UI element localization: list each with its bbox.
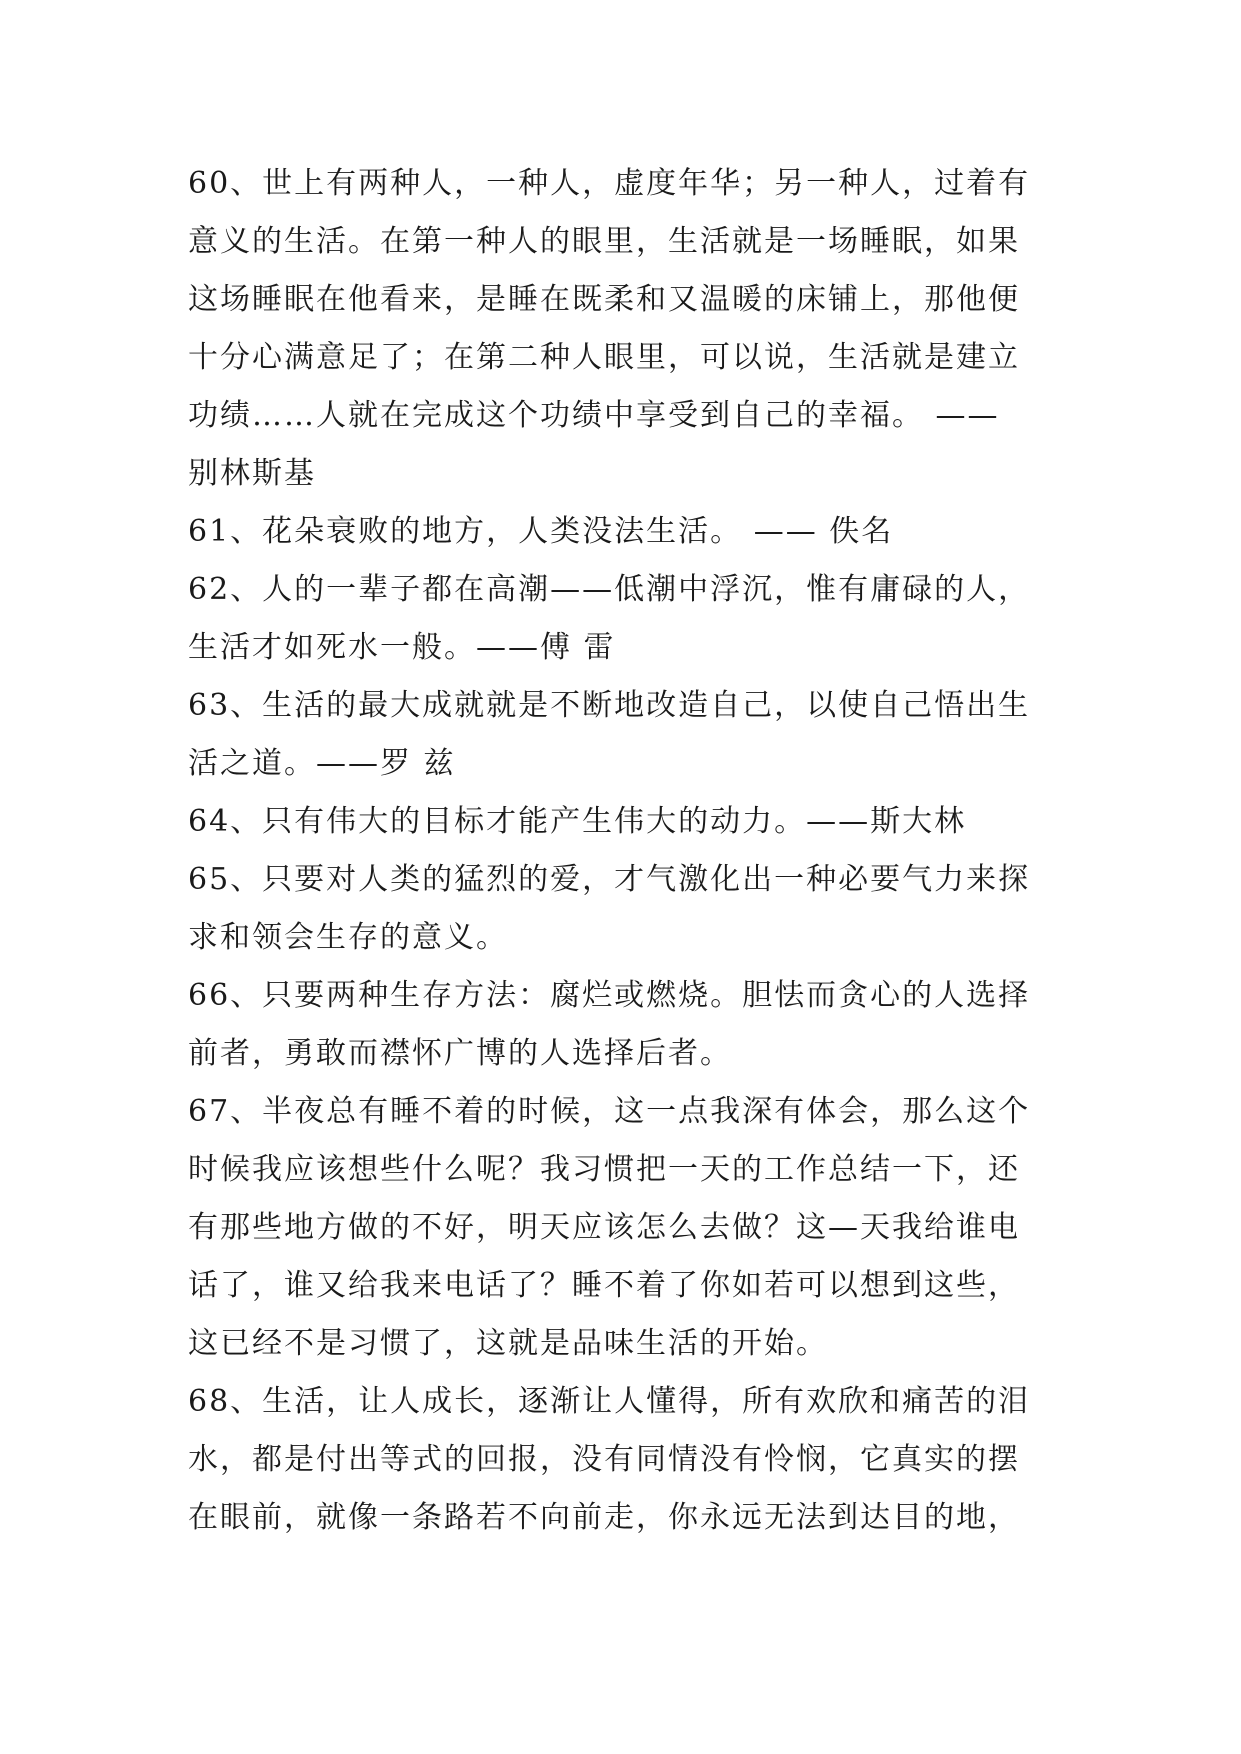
text-line: 这已经不是习惯了，这就是品味生活的开始。 bbox=[188, 1326, 828, 1361]
text-line: 67、半夜总有睡不着的时候，这一点我深有体会，那么这个 bbox=[188, 1094, 1031, 1129]
text-line: 62、人的一辈子都在高潮——低潮中浮沉，惟有庸碌的人， bbox=[188, 572, 1031, 607]
quote-text-block bbox=[188, 155, 1068, 1547]
text-line: 65、只要对人类的猛烈的爱，才气激化出一种必要气力来探 bbox=[188, 862, 1031, 897]
text-line: 水，都是付出等式的回报，没有同情没有怜悯，它真实的摆 bbox=[188, 1442, 1020, 1477]
text-line: 有那些地方做的不好，明天应该怎么去做？这—天我给谁电 bbox=[188, 1210, 1020, 1245]
text-line: 求和领会生存的意义。 bbox=[188, 920, 508, 955]
text-line: 别林斯基 bbox=[188, 456, 316, 491]
text-line: 功绩……人就在完成这个功绩中享受到自己的幸福。 —— bbox=[188, 398, 1000, 433]
text-line: 64、只有伟大的目标才能产生伟大的动力。——斯大林 bbox=[188, 804, 967, 839]
text-line: 68、生活，让人成长，逐渐让人懂得，所有欢欣和痛苦的泪 bbox=[188, 1384, 1031, 1419]
text-line: 60、世上有两种人，一种人，虚度年华；另一种人，过着有 bbox=[188, 166, 1031, 201]
text-line: 在眼前，就像一条路若不向前走，你永远无法到达目的地， bbox=[188, 1500, 1020, 1535]
text-line: 生活才如死水一般。——傅 雷 bbox=[188, 630, 616, 665]
text-line: 话了，谁又给我来电话了？睡不着了你如若可以想到这些， bbox=[188, 1268, 1020, 1303]
text-line: 前者，勇敢而襟怀广博的人选择后者。 bbox=[188, 1036, 732, 1071]
text-line: 时候我应该想些什么呢？我习惯把一天的工作总结一下，还 bbox=[188, 1152, 1020, 1187]
text-line: 活之道。——罗 兹 bbox=[188, 746, 456, 781]
text-line: 66、只要两种生存方法：腐烂或燃烧。胆怯而贪心的人选择 bbox=[188, 978, 1031, 1013]
text-line: 63、生活的最大成就就是不断地改造自己，以使自己悟出生 bbox=[188, 688, 1031, 723]
text-line: 十分心满意足了；在第二种人眼里，可以说，生活就是建立 bbox=[188, 340, 1020, 375]
text-line: 61、花朵衰败的地方，人类没法生活。 —— 佚名 bbox=[188, 514, 894, 549]
text-line: 这场睡眠在他看来，是睡在既柔和又温暖的床铺上，那他便 bbox=[188, 282, 1020, 317]
text-line: 意义的生活。在第一种人的眼里，生活就是一场睡眠，如果 bbox=[188, 224, 1020, 259]
